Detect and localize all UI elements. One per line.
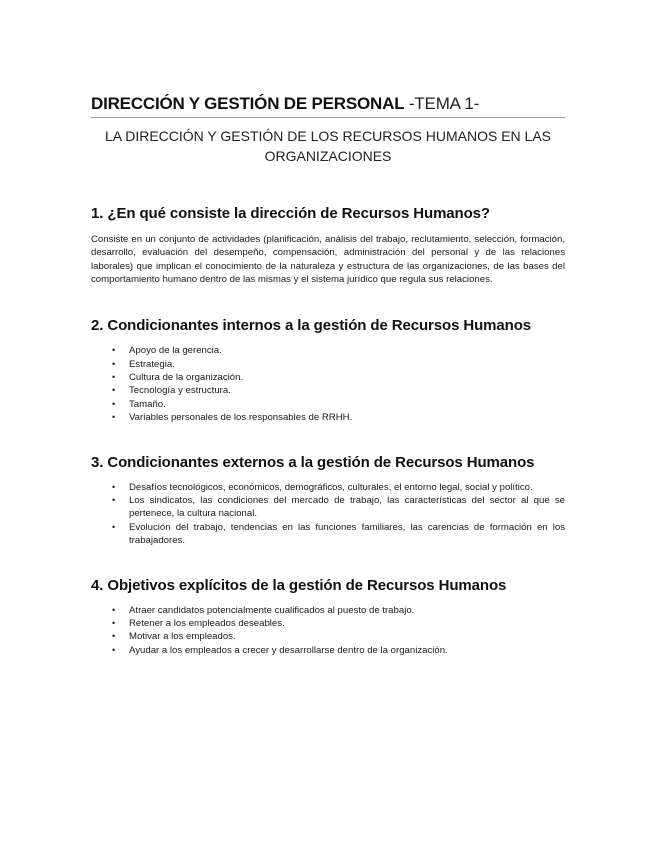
bullet-icon: •: [112, 631, 116, 642]
list-item: [91, 617, 565, 630]
document-title: [91, 93, 565, 118]
document-subtitle: LA DIRECCIÓN Y GESTIÓN DE LOS RECURSOS HUMANOS EN LAS ORGANIZACIONES: [104, 128, 552, 164]
bullet-icon: •: [112, 618, 116, 629]
bullet-icon: •: [112, 644, 116, 655]
list-item-text: Ayudar a los empleados a crecer y desarrollarse dentro de la organización.: [129, 644, 448, 656]
list-item: [91, 604, 565, 617]
list-item-text: Los sindicatos, las condiciones del mercado de trabajo, las características del sector al que se pertenece, la cultura nacional.: [129, 495, 565, 520]
bullet-icon: •: [112, 345, 116, 356]
list-item-text: Variables personales de los responsables de RRHH.: [129, 412, 353, 424]
list-item: [91, 344, 565, 357]
list-item-text: Evolución del trabajo, tendencias en las funciones familiares, las carencias de formación en los trabajadores.: [129, 521, 565, 547]
section-2-heading: 2. Condicionantes internos a la gestión de Recursos Humanos: [91, 317, 532, 335]
bullet-icon: •: [112, 412, 116, 423]
list-item-text: Atraer candidatos potencialmente cualificados al puesto de trabajo.: [129, 604, 415, 616]
list-item: [91, 411, 565, 424]
list-item: [91, 371, 565, 384]
bullet-icon: •: [112, 495, 116, 506]
bullet-icon: •: [112, 481, 116, 492]
bullet-icon: •: [112, 372, 116, 382]
list-item-text: Estrategia.: [129, 358, 175, 370]
section-1-paragraph: Consiste en un conjunto de actividades (planificación, análisis del trabajo, reclutamiento, selección, formación, desarrollo, evaluación del desempeño, compensación, administración del personal y de las relaciones laborales) que implican el conocimiento de la naturaleza y estructura de las organizaciones, de las bases del comportamiento humano dentro de las mismas y el sistema jurídico que regula sus relaciones.: [91, 234, 565, 285]
section-2-list: [91, 344, 565, 424]
bullet-icon: •: [112, 358, 116, 369]
list-item-text: Motivar a los empleados.: [129, 631, 236, 643]
bullet-icon: •: [112, 398, 116, 409]
title-tema: -TEMA 1-: [404, 94, 480, 113]
bullet-icon: •: [112, 521, 116, 532]
bullet-icon: •: [112, 385, 116, 396]
section-1: [91, 204, 565, 286]
list-item: [91, 494, 565, 521]
list-item-text: Retener a los empleados deseables.: [129, 618, 285, 630]
section-4-heading: 4. Objetivos explícitos de la gestión de Recursos Humanos: [91, 576, 507, 594]
section-4-list: [91, 604, 565, 658]
list-item-text: Desafíos tecnológicos, económicos, demográficos, culturales, el entorno legal, social y político.: [129, 481, 533, 493]
list-item-text: Tamaño.: [129, 398, 166, 410]
section-1-heading: 1. ¿En qué consiste la dirección de Recursos Humanos?: [91, 205, 490, 222]
list-item: [91, 630, 565, 643]
list-item: [91, 521, 565, 548]
title-main: DIRECCIÓN Y GESTIÓN DE PERSONAL: [91, 94, 405, 113]
section-3: [91, 453, 565, 548]
list-item-text: Apoyo de la gerencia.: [129, 345, 222, 357]
document-page: [91, 93, 565, 657]
list-item: [91, 398, 565, 411]
section-3-list: [91, 481, 565, 548]
bullet-icon: •: [112, 604, 116, 615]
section-2: [91, 316, 565, 424]
list-item: [91, 644, 565, 657]
list-item-text: Tecnología y estructura.: [129, 385, 231, 397]
section-4: [91, 576, 565, 658]
list-item: [91, 384, 565, 397]
list-item: [91, 481, 565, 494]
list-item: [91, 358, 565, 371]
section-3-heading: 3. Condicionantes externos a la gestión de Recursos Humanos: [91, 453, 535, 471]
list-item-text: Cultura de la organización.: [129, 372, 244, 383]
